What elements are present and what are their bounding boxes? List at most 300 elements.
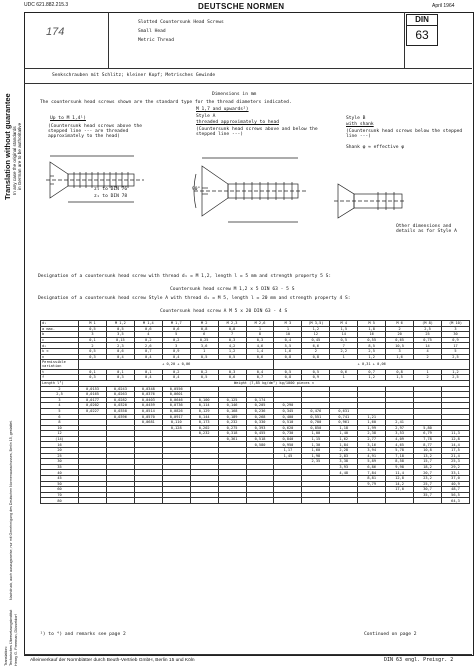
- weight-cell: 0,0376: [134, 392, 162, 398]
- figure-right-style: Style B: [346, 116, 366, 121]
- length-value: 2: [41, 386, 79, 392]
- figure-right-other: Other dimensions and details as for Style A: [396, 224, 457, 235]
- weight-cell: [386, 498, 414, 504]
- dimensions-table: [40, 320, 470, 504]
- weight-cell: 1,98: [302, 453, 330, 459]
- table-cell: 3: [162, 343, 190, 349]
- table-cell: 6,6: [302, 343, 330, 349]
- issue-date: April 1964: [432, 3, 455, 9]
- table-cell: 0,4: [134, 375, 162, 381]
- weight-cell: 1,99: [358, 425, 386, 431]
- weight-cell: 0,0556: [162, 386, 190, 392]
- intro-text: The countersunk head screws shown are the standard type for the thread diameters indicated.: [40, 100, 292, 105]
- table-cell: 3: [386, 348, 414, 354]
- table-cell: 0,6: [106, 348, 134, 354]
- table-cell: 2: [79, 343, 107, 349]
- weight-cell: [218, 498, 246, 504]
- table-cell: 0,9: [302, 375, 330, 381]
- weight-cell: 2,77: [358, 436, 386, 442]
- table-cell: 0,65: [386, 337, 414, 343]
- weight-cell: 2,83: [330, 453, 358, 459]
- weight-cell: 6,86: [358, 464, 386, 470]
- weight-cell: 0,551: [302, 414, 330, 420]
- figure-mid-note: (Countersunk head screws above and below the stepped line ---): [196, 127, 318, 138]
- weight-cell: 1,45: [274, 453, 302, 459]
- weight-cell: 0,0403: [134, 397, 162, 403]
- table-cell: 0,3: [218, 369, 246, 375]
- weight-cell: 13,2: [414, 453, 442, 459]
- figure-mid-style-desc: threaded approximately to head: [196, 120, 279, 125]
- weight-cell: 4,09: [386, 436, 414, 442]
- table-cell: 1,2: [441, 369, 469, 375]
- weight-cell: 0,0165: [79, 392, 107, 398]
- table-cell: 2: [386, 326, 414, 332]
- table-cell: 2: [414, 354, 442, 360]
- table-cell: M 1: [79, 321, 107, 327]
- weight-cell: 3,53: [386, 431, 414, 437]
- table-cell: 0,1: [106, 369, 134, 375]
- weight-cell: 0,840: [274, 436, 302, 442]
- weight-cell: 18,2: [414, 464, 442, 470]
- figure-left-title: Up to M 1,4¹): [50, 116, 86, 121]
- designation-1-example: Countersunk head screw M 1,2 x 5 DIN 63 - 5 S: [170, 287, 295, 292]
- table-cell: 20: [386, 332, 414, 338]
- weight-cell: [106, 498, 134, 504]
- weight-cell: 3,94: [358, 448, 386, 454]
- weight-header: Weight (7,85 kg/dm³) kg/1000 pieces ≈: [79, 380, 470, 386]
- weight-cell: 0,400: [274, 414, 302, 420]
- screw-drawing-left: [44, 150, 154, 210]
- weight-row: [41, 498, 470, 504]
- table-cell: 2,2: [330, 348, 358, 354]
- weight-cell: 5,80: [414, 425, 442, 431]
- table-cell: 0,4: [134, 354, 162, 360]
- title-line-1: Slotted Countersunk Head Screws: [138, 20, 224, 25]
- table-cell: 1: [330, 375, 358, 381]
- weight-cell: 12,8: [386, 476, 414, 482]
- table-cell: 3: [441, 326, 469, 332]
- table-cell: 0,5: [79, 326, 107, 332]
- weight-cell: 12,8: [441, 436, 469, 442]
- weight-cell: 0,144: [190, 414, 218, 420]
- table-cell: 0,2: [190, 369, 218, 375]
- weight-cell: 0,318: [218, 431, 246, 437]
- table-cell: 0,25: [190, 337, 218, 343]
- figure-mid-style: Style A: [196, 114, 216, 119]
- weight-cell: 0,476: [302, 408, 330, 414]
- weight-cell: 0,0282: [106, 397, 134, 403]
- table-cell: M 1,4: [134, 321, 162, 327]
- table-cell: 0,5: [330, 337, 358, 343]
- table-cell: 3,5: [106, 332, 134, 338]
- dimensions-note: Dimensions in mm: [212, 92, 257, 97]
- row-label: n: [41, 354, 79, 360]
- weight-cell: 0,232: [218, 420, 246, 426]
- weight-cell: 1,30: [302, 442, 330, 448]
- title-line-3: Metric Thread: [138, 38, 174, 43]
- table-cell: 1,6: [386, 354, 414, 360]
- table-cell: 0,55: [358, 337, 386, 343]
- weight-cell: 0,0153: [79, 386, 107, 392]
- weight-cell: [134, 498, 162, 504]
- table-cell: 0,5: [218, 354, 246, 360]
- weight-cell: 1,15: [302, 436, 330, 442]
- length-header: Length l³): [41, 380, 79, 386]
- table-cell: M 3: [274, 321, 302, 327]
- table-cell: 0,1: [79, 369, 107, 375]
- length-value: 2,5: [41, 392, 79, 398]
- designation-2-example: Countersunk head screw A M 5 x 20 DIN 63 - 4 S: [160, 309, 288, 314]
- weight-cell: 0,0227: [79, 408, 107, 414]
- weight-cell: 8,58: [386, 459, 414, 465]
- weight-cell: 0,146: [218, 403, 246, 409]
- table-cell: 1: [274, 326, 302, 332]
- table-cell: M 5: [358, 321, 386, 327]
- table-cell: 30: [441, 332, 469, 338]
- table-cell: 7: [218, 332, 246, 338]
- table-cell: 1,6: [274, 348, 302, 354]
- table-cell: 3,6: [190, 343, 218, 349]
- table-cell: M 1,7: [162, 321, 190, 327]
- row-label: a max.: [41, 326, 79, 332]
- table-cell: 0,3: [79, 354, 107, 360]
- screw-drawing-style-a: [188, 152, 318, 230]
- weight-cell: 0,455: [246, 431, 274, 437]
- row-label: k ≈: [41, 348, 79, 354]
- continued-note: Continued on page 2: [364, 632, 417, 637]
- table-cell: 1,5: [386, 375, 414, 381]
- table-cell: 0,75: [414, 337, 442, 343]
- table-cell: 0,4: [106, 354, 134, 360]
- weight-cell: 4,48: [330, 470, 358, 476]
- weight-cell: 0,0177: [79, 397, 107, 403]
- figure-left-ref-1: z₁ to DIN 76: [94, 187, 128, 192]
- table-cell: 0,3: [218, 337, 246, 343]
- weight-cell: 1,60: [358, 420, 386, 426]
- table-cell: 0,1: [134, 369, 162, 375]
- length-value: 5: [41, 408, 79, 414]
- table-cell: 2,5: [414, 326, 442, 332]
- figure-right-shank: Shank φ ≈ effective φ: [346, 145, 405, 150]
- weight-cell: 0,850: [302, 425, 330, 431]
- table-cell: 0,4: [162, 375, 190, 381]
- table-cell: 0,2: [134, 337, 162, 343]
- table-cell: 2,5: [441, 354, 469, 360]
- weight-cell: 0,0681: [134, 420, 162, 426]
- table-cell: 1,8: [358, 326, 386, 332]
- weight-cell: 0,275: [218, 425, 246, 431]
- table-cell: 0,6: [162, 326, 190, 332]
- weight-cell: 0,125: [218, 397, 246, 403]
- length-value: 10: [41, 425, 79, 431]
- length-value: 12: [41, 431, 79, 437]
- weight-cell: 0,620: [274, 425, 302, 431]
- table-cell: 2,5: [441, 375, 469, 381]
- weight-cell: 0,580: [246, 442, 274, 448]
- length-value: 6: [41, 414, 79, 420]
- table-cell: 10: [274, 332, 302, 338]
- table-cell: 0,2: [162, 337, 190, 343]
- table-cell: 1: [246, 326, 274, 332]
- sidebar-copyright: Nachdruck, auch auszugsweise, nur mit Genehmigung des Deutschen Normenausschusses, Berlin 15, gestattet.: [9, 420, 13, 600]
- table-cell: 0,8: [302, 354, 330, 360]
- weight-cell: 48,7: [441, 487, 469, 493]
- table-cell: 0,3: [246, 337, 274, 343]
- length-value: 50: [41, 481, 79, 487]
- sidebar-translator-1: Translation:: [4, 646, 8, 666]
- footnote: ¹) to ⁴) and remarks see page 2: [40, 632, 126, 637]
- length-value: 16: [41, 442, 79, 448]
- weight-cell: [302, 498, 330, 504]
- table-cell: 5: [162, 332, 190, 338]
- weight-cell: 1,17: [274, 448, 302, 454]
- row-label: b: [41, 332, 79, 338]
- weight-cell: 0,0570: [134, 414, 162, 420]
- table-cell: M 4: [330, 321, 358, 327]
- table-cell: 1,5: [330, 326, 358, 332]
- length-value: 45: [41, 476, 79, 482]
- length-value: 70: [41, 492, 79, 498]
- weight-cell: 0,345: [274, 408, 302, 414]
- weight-cell: 0,0736: [162, 403, 190, 409]
- length-value: 35: [41, 464, 79, 470]
- table-cell: 0,8: [218, 326, 246, 332]
- table-cell: 1,2: [302, 326, 330, 332]
- table-cell: 1,4: [246, 348, 274, 354]
- table-cell: 0,9: [441, 337, 469, 343]
- figure-left-note: (Countersunk head screws above the stepped line --- are threaded approximately to the head): [48, 124, 143, 140]
- weight-cell: 33,1: [441, 470, 469, 476]
- weight-cell: 0,168: [218, 408, 246, 414]
- figure-left-ref-2: z₁ to DIN 78: [94, 194, 128, 199]
- table-cell: 2: [414, 375, 442, 381]
- weight-cell: [330, 498, 358, 504]
- table-cell: 1: [330, 354, 358, 360]
- weight-cell: [414, 498, 442, 504]
- weight-cell: 0,950: [274, 442, 302, 448]
- handwritten-number: 174: [46, 26, 65, 38]
- table-cell: 0,7: [358, 369, 386, 375]
- weight-cell: 0,0396: [106, 414, 134, 420]
- udc-number: UDC 621.882.215.3: [24, 2, 69, 8]
- table-cell: 16: [358, 332, 386, 338]
- row-label: Permissible variation: [41, 360, 79, 370]
- table-cell: 17: [441, 343, 469, 349]
- weight-cell: 5,89: [358, 459, 386, 465]
- table-cell: 2,3: [106, 343, 134, 349]
- weight-cell: [162, 498, 190, 504]
- designation-2-text: Designation of a countersunk head screw Style A with thread d₁ = M 5, length l = 20 mm and strength property 4 S:: [38, 296, 351, 301]
- sidebar-authority-2: in German are to be authoritative: [17, 122, 22, 190]
- weight-cell: 0,0917: [162, 414, 190, 420]
- tolerance-row: [41, 360, 470, 370]
- weight-cell: 6,79: [414, 431, 442, 437]
- table-cell: 1: [190, 348, 218, 354]
- table-cell: (M 3,5): [302, 321, 330, 327]
- weight-cell: 17,5: [441, 448, 469, 454]
- figure-mid-title: M 1,7 and upwards²): [196, 107, 249, 112]
- weight-cell: 0,700: [302, 420, 330, 426]
- table-cell: 0,3: [79, 375, 107, 381]
- length-value: 60: [41, 487, 79, 493]
- weight-cell: 0,0459: [134, 403, 162, 409]
- weight-cell: 3,38: [330, 459, 358, 465]
- weight-cell: [246, 498, 274, 504]
- table-cell: 10,5: [386, 343, 414, 349]
- weight-cell: 3,16: [358, 442, 386, 448]
- table-cell: 0,5: [106, 326, 134, 332]
- weight-cell: 2,38: [358, 431, 386, 437]
- weight-cell: 14,2: [386, 481, 414, 487]
- weight-cell: [358, 498, 386, 504]
- weight-cell: 40,9: [441, 481, 469, 487]
- tolerance-value: + 0,31 + 0,06: [274, 360, 470, 370]
- table-cell: 1,2: [358, 354, 386, 360]
- weight-cell: 4,65: [386, 442, 414, 448]
- table-cell: 7: [330, 343, 358, 349]
- weight-cell: 0,268: [246, 414, 274, 420]
- weight-cell: 1,18: [330, 425, 358, 431]
- table-cell: 8: [246, 332, 274, 338]
- weight-cell: 20,7: [414, 470, 442, 476]
- weight-cell: 0,361: [218, 436, 246, 442]
- weight-cell: 37,0: [441, 476, 469, 482]
- table-cell: 25: [414, 332, 442, 338]
- row-label: d₁: [41, 321, 79, 327]
- weight-cell: 2,35: [302, 459, 330, 465]
- weight-cell: 1,62: [330, 436, 358, 442]
- org-title: DEUTSCHE NORMEN: [198, 2, 285, 11]
- table-cell: 0,6: [218, 375, 246, 381]
- weight-cell: 0,0601: [162, 392, 190, 398]
- table-cell: M 2: [190, 321, 218, 327]
- weight-cell: 15,7: [414, 459, 442, 465]
- table-cell: 0,5: [190, 354, 218, 360]
- length-value: 8: [41, 420, 79, 426]
- table-cell: 0,8: [386, 369, 414, 375]
- weight-cell: 0,114: [190, 403, 218, 409]
- din-label: DIN: [407, 15, 437, 26]
- table-cell: 4: [134, 332, 162, 338]
- weight-cell: 0,0243: [106, 386, 134, 392]
- weight-cell: 0,741: [330, 414, 358, 420]
- screw-drawing-style-b: [334, 178, 408, 224]
- weight-cell: 0,290: [274, 403, 302, 409]
- weight-cell: 8,77: [414, 442, 442, 448]
- weight-cell: 0,0320: [106, 403, 134, 409]
- weight-cell: 14,4: [441, 442, 469, 448]
- table-cell: M 2,6: [246, 321, 274, 327]
- weight-cell: 64,3: [441, 498, 469, 504]
- weight-cell: 7,18: [386, 453, 414, 459]
- weight-cell: 0,631: [330, 408, 358, 414]
- sidebar-translation-note: Translation without guarantee: [3, 93, 12, 200]
- weight-cell: 29,2: [441, 464, 469, 470]
- weight-cell: 11,3: [441, 431, 469, 437]
- weight-cell: 35,7: [414, 492, 442, 498]
- german-title: Senkschrauben mit Schlitz; kleiner Kopf; Metrisches Gewinde: [52, 73, 216, 78]
- weight-cell: 5,78: [386, 448, 414, 454]
- weight-cell: 2,97: [386, 425, 414, 431]
- table-cell: 5: [441, 348, 469, 354]
- weight-cell: 1,00: [302, 431, 330, 437]
- table-cell: 1,2: [218, 348, 246, 354]
- table-cell: 0,6: [134, 326, 162, 332]
- weight-cell: 7,84: [358, 470, 386, 476]
- table-cell: 0,7: [246, 375, 274, 381]
- table-cell: 0,6: [330, 369, 358, 375]
- weight-cell: 56,5: [441, 492, 469, 498]
- weight-cell: 0,100: [190, 397, 218, 403]
- weight-cell: 0,129: [190, 408, 218, 414]
- table-cell: 0,4: [162, 354, 190, 360]
- title-line-2: Small Head: [138, 29, 166, 34]
- table-cell: 6: [190, 332, 218, 338]
- din-number: 63: [415, 28, 429, 42]
- din-box: [406, 14, 438, 46]
- length-value: 80: [41, 498, 79, 504]
- weight-cell: 21,4: [441, 453, 469, 459]
- weight-cell: 0,510: [274, 420, 302, 426]
- weight-cell: 25,7: [414, 481, 442, 487]
- tolerance-value: + 0,20 + 0,06: [79, 360, 274, 370]
- weight-cell: 17,0: [386, 487, 414, 493]
- weight-cell: 9,79: [358, 481, 386, 487]
- weight-cell: 0,961: [330, 420, 358, 426]
- table-cell: 5,5: [274, 343, 302, 349]
- table-cell: 8,5: [358, 343, 386, 349]
- weight-cell: 0,0358: [106, 408, 134, 414]
- weight-cell: 0,189: [218, 414, 246, 420]
- weight-cell: 10,8: [414, 448, 442, 454]
- table-cell: 2,5: [358, 348, 386, 354]
- weight-cell: 0,330: [246, 420, 274, 426]
- length-value: 4: [41, 403, 79, 409]
- weight-cell: 3,93: [330, 464, 358, 470]
- weight-cell: 1,60: [302, 448, 330, 454]
- table-cell: M 2,3: [218, 321, 246, 327]
- table-cell: 4: [414, 348, 442, 354]
- footer-din-ref: DIN 63 engl. Preisgr. 2: [384, 657, 454, 663]
- weight-cell: 0,0514: [134, 408, 162, 414]
- table-cell: 4,2: [218, 343, 246, 349]
- weight-cell: 0,518: [246, 436, 274, 442]
- weight-cell: 0,0202: [79, 403, 107, 409]
- weight-cell: 0,730: [274, 431, 302, 437]
- weight-cell: 0,0348: [134, 386, 162, 392]
- weight-cell: [190, 498, 218, 504]
- table-cell: 0,3: [106, 375, 134, 381]
- table-cell: 0,8: [274, 354, 302, 360]
- table-cell: 14: [330, 332, 358, 338]
- weight-cell: 0,393: [246, 425, 274, 431]
- table-cell: (M 8): [414, 321, 442, 327]
- weight-cell: 4,91: [358, 453, 386, 459]
- table-cell: 0,8: [190, 326, 218, 332]
- table-cell: 0,2: [162, 369, 190, 375]
- figure-right-style-desc: with shank: [346, 122, 374, 127]
- weight-cell: 1,21: [358, 414, 386, 420]
- weight-cell: 0,174: [246, 397, 274, 403]
- length-value: 25: [41, 453, 79, 459]
- table-cell: 2,6: [134, 343, 162, 349]
- weight-cell: 0,236: [246, 408, 274, 414]
- table-cell: 1,2: [358, 375, 386, 381]
- length-value: 40: [41, 470, 79, 476]
- row-label: d₂: [41, 343, 79, 349]
- weight-cell: 0,110: [162, 420, 190, 426]
- weight-cell: [274, 498, 302, 504]
